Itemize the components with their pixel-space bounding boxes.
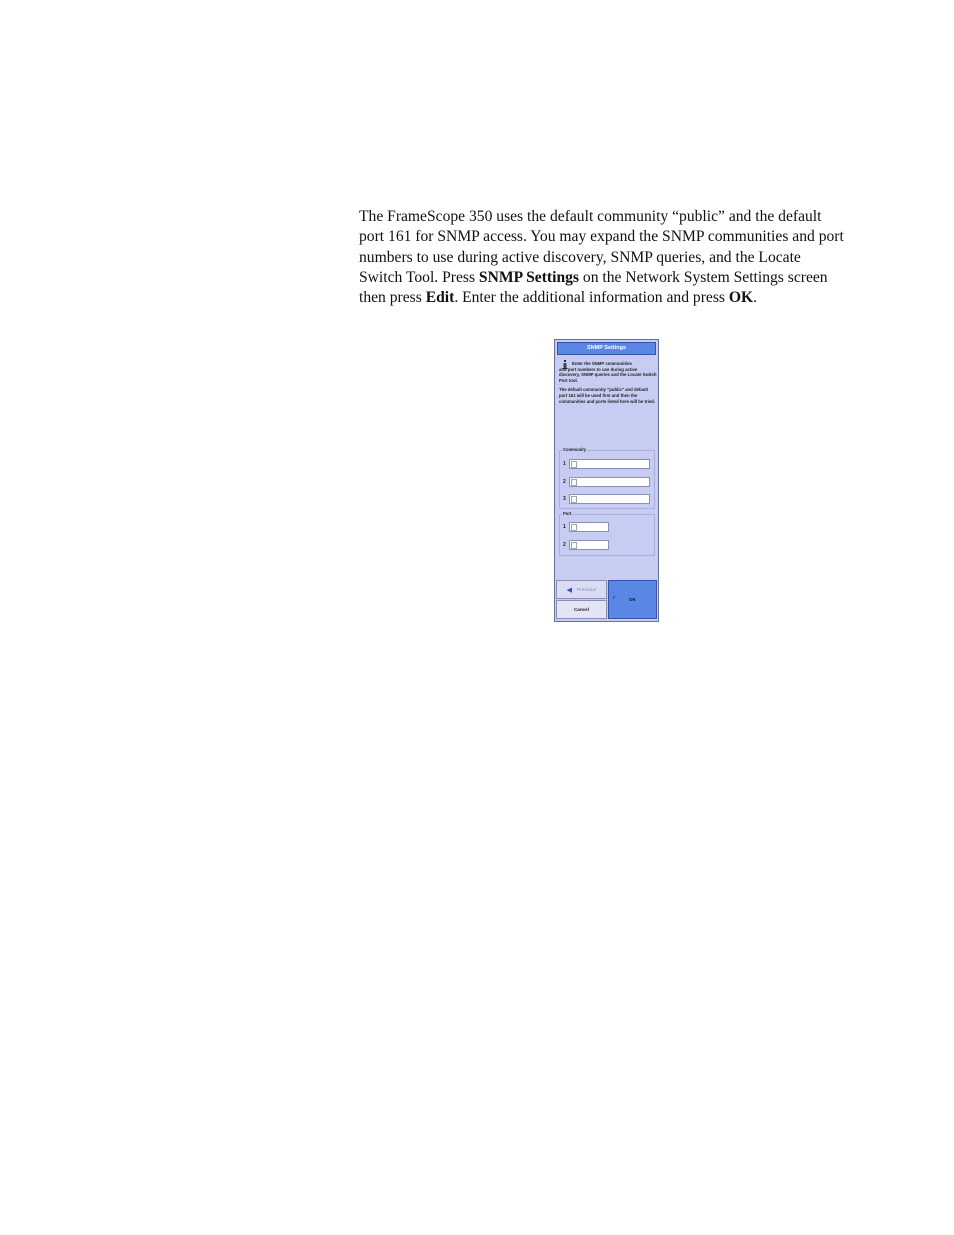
edit-term: Edit <box>425 289 455 307</box>
previous-button[interactable] <box>556 580 607 599</box>
row-number: 3 <box>563 495 566 502</box>
info-line-2: and port numbers to use during active discovery, SNMP queries and the Locate Switch Port tool. <box>559 366 657 383</box>
cancel-label: Cancel <box>573 607 590 612</box>
edit-field-icon <box>571 496 577 503</box>
port-field-2[interactable] <box>569 540 609 550</box>
edit-field-icon <box>571 461 577 468</box>
community-row-2 <box>563 476 650 487</box>
snmp-settings-screenshot <box>554 339 659 622</box>
ok-button[interactable] <box>608 580 657 619</box>
paragraph-text-2: on the Network System Settings screen then press <box>359 268 828 307</box>
info-default-text: The default community "public" and default port 161 will be used first and then the communities and ports listed here will be tried. <box>559 387 655 404</box>
community-group <box>559 447 655 509</box>
port-group <box>559 511 655 556</box>
community-field-3[interactable] <box>569 494 650 504</box>
info-line-1: Enter the SNMP communities <box>572 361 632 366</box>
checkmark-icon: ✓ <box>612 595 617 601</box>
info-text <box>559 361 657 408</box>
row-number: 1 <box>563 523 566 530</box>
snmp-settings-term: SNMP Settings <box>478 268 579 286</box>
row-number: 2 <box>563 478 566 485</box>
cancel-button[interactable] <box>556 600 607 619</box>
edit-field-icon <box>571 542 577 549</box>
community-field-1[interactable] <box>569 459 650 469</box>
back-arrow-icon: ◀ <box>566 586 572 594</box>
row-number: 2 <box>563 541 566 548</box>
edit-field-icon <box>571 479 577 486</box>
previous-label: Previous <box>576 587 597 592</box>
port-label: Port <box>563 511 572 516</box>
paragraph-text-1: The FrameScope 350 uses the default community “public” and the default port 161 for SNMP access. You may expand the SNMP communities and port numbers to use during active discovery, SNMP queries, and the Locate Switch Tool. Press <box>359 208 844 286</box>
community-label: Community <box>563 447 587 452</box>
community-field-2[interactable] <box>569 477 650 487</box>
community-row-3 <box>563 493 650 504</box>
row-number: 1 <box>563 460 566 467</box>
paragraph-text-4: . <box>753 289 758 307</box>
edit-field-icon <box>571 524 577 531</box>
paragraph-text-3: . Enter the additional information and press <box>454 289 729 307</box>
dialog-title: SNMP Settings <box>557 342 656 355</box>
ok-label: OK <box>629 597 636 602</box>
community-row-1 <box>563 458 650 469</box>
port-row-1 <box>563 521 609 532</box>
instruction-paragraph <box>359 207 847 308</box>
port-row-2 <box>563 539 609 550</box>
ok-term: OK <box>728 289 754 307</box>
port-field-1[interactable] <box>569 522 609 532</box>
